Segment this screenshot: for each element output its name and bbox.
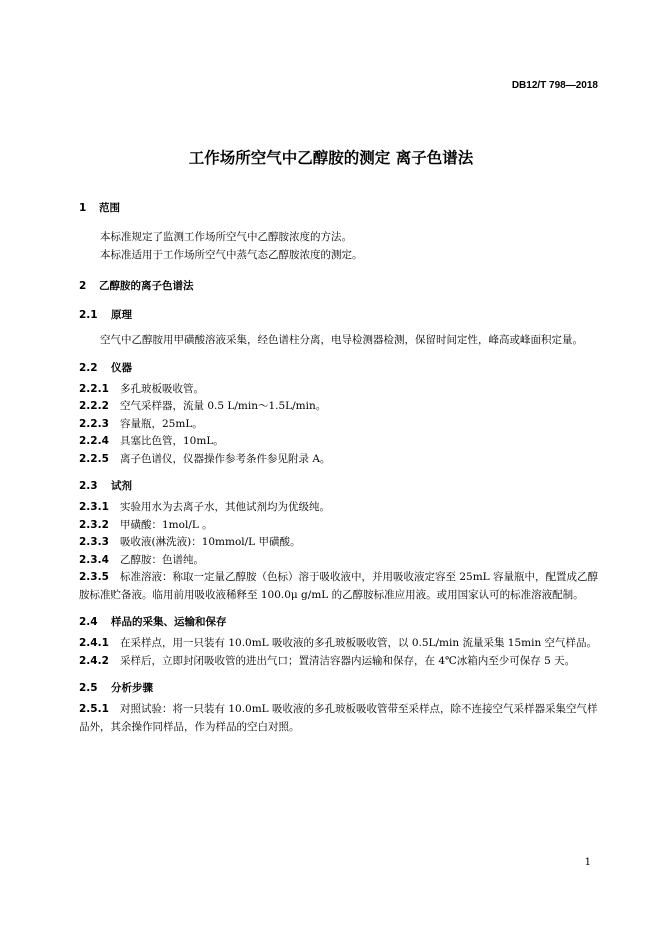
paragraph: 本标准适用于工作场所空气中蒸气态乙醇胺浓度的测定。	[100, 248, 363, 261]
clause-text: 对照试验：将一只装有 10.0mL 吸收液的多孔玻板吸收管带至采样点，除不连接空气采样器采集空气样品外，其余操作同样品，作为样品的空白对照。	[79, 703, 598, 733]
clause-item	[79, 569, 599, 604]
clause-number: 2.2.4	[79, 435, 109, 447]
clause-text: 实验用水为去离子水，其他试剂均为优级纯。	[120, 501, 330, 513]
clause-number: 2.3.3	[79, 536, 109, 548]
paragraph: 本标准规定了监测工作场所空气中乙醇胺浓度的方法。	[100, 231, 352, 243]
page-number: 1	[584, 857, 591, 868]
clause-item	[79, 701, 599, 736]
section-2-heading	[79, 278, 599, 293]
section-2-5-heading	[79, 680, 599, 695]
clause-text: 离子色谱仪，仪器操作参考条件参见附录 A。	[120, 452, 331, 465]
clause-item	[79, 552, 599, 570]
clause-item	[79, 381, 599, 399]
section-title: 范围	[99, 202, 120, 214]
clause-text: 空气采样器，流量 0.5 L/min～1.5L/min。	[120, 400, 327, 412]
clause-number: 2.3.5	[79, 571, 109, 583]
clause-item	[79, 398, 599, 416]
clause-item	[79, 433, 599, 451]
section-number: 2.4	[79, 616, 98, 628]
section-title: 样品的采集、运输和保存	[111, 616, 227, 628]
section-number: 2.5	[79, 682, 98, 694]
section-title: 原理	[111, 309, 132, 321]
clause-number: 2.3.4	[79, 553, 109, 566]
clause-number: 2.4.2	[79, 654, 109, 667]
document-body	[79, 200, 599, 736]
section-number: 2.2	[79, 361, 98, 374]
clause-text: 多孔玻板吸收管。	[120, 382, 204, 395]
clause-number: 2.2.1	[79, 382, 109, 395]
section-2-3-heading	[79, 478, 599, 493]
standard-code: DB12/T 798—2018	[511, 80, 598, 91]
section-number: 2.1	[79, 309, 98, 321]
clause-text: 容量瓶，25mL。	[120, 417, 203, 430]
section-2-1-heading	[79, 307, 599, 322]
section-number: 2	[79, 280, 87, 292]
clause-item	[79, 499, 599, 517]
clause-number: 2.4.1	[79, 637, 109, 649]
clause-item	[79, 416, 599, 434]
clause-item	[79, 451, 599, 469]
section-title: 乙醇胺的离子色谱法	[99, 280, 194, 292]
clause-number: 2.5.1	[79, 703, 109, 715]
clause-item	[79, 635, 599, 653]
section-2-4-heading	[79, 614, 599, 629]
section-title: 仪器	[111, 361, 132, 374]
clause-text: 在采样点，用一只装有 10.0mL 吸收液的多孔玻板吸收管，以 0.5L/min 流量采集 15min 空气样品。	[120, 637, 598, 649]
section-number: 2.3	[79, 480, 98, 492]
clause-number: 2.3.2	[79, 518, 109, 531]
clause-number: 2.3.1	[79, 501, 109, 513]
section-2-2-heading	[79, 360, 599, 375]
section-title: 分析步骤	[111, 682, 153, 694]
section-1-heading	[79, 200, 599, 215]
clause-item	[79, 517, 599, 535]
document-title: 工作场所空气中乙醇胺的测定 离子色谱法	[188, 149, 474, 167]
section-number: 1	[79, 202, 87, 214]
clause-text: 吸收液(淋洗液)：10mmol/L 甲磺酸。	[120, 536, 301, 548]
paragraph: 空气中乙醇胺用甲磺酸溶液采集，经色谱柱分离，电导检测器检测，保留时间定性，峰高或峰面积定量。	[100, 334, 583, 346]
clause-text: 具塞比色管，10mL。	[120, 435, 224, 447]
clause-text: 采样后，立即封闭吸收管的进出气口；置清洁容器内运输和保存，在 4℃冰箱内至少可保存 5 天。	[120, 654, 576, 667]
clause-item	[79, 534, 599, 552]
clause-text: 乙醇胺：色谱纯。	[120, 553, 204, 566]
clause-number: 2.2.2	[79, 400, 109, 412]
section-title: 试剂	[111, 480, 132, 492]
clause-text: 甲磺酸：1mol/L 。	[120, 518, 213, 531]
clause-item	[79, 653, 599, 671]
clause-text: 标准溶液：称取一定量乙醇胺（色标）溶于吸收液中，并用吸收液定容至 25mL 容量瓶中，配置成乙醇胺标准贮备液。临用前用吸收液稀释至 100.0μ g/mL 的乙醇胺标准应用液。或用国家认可的标准溶液配制。	[79, 571, 598, 601]
clause-number: 2.2.5	[79, 452, 109, 465]
clause-number: 2.2.3	[79, 417, 109, 430]
